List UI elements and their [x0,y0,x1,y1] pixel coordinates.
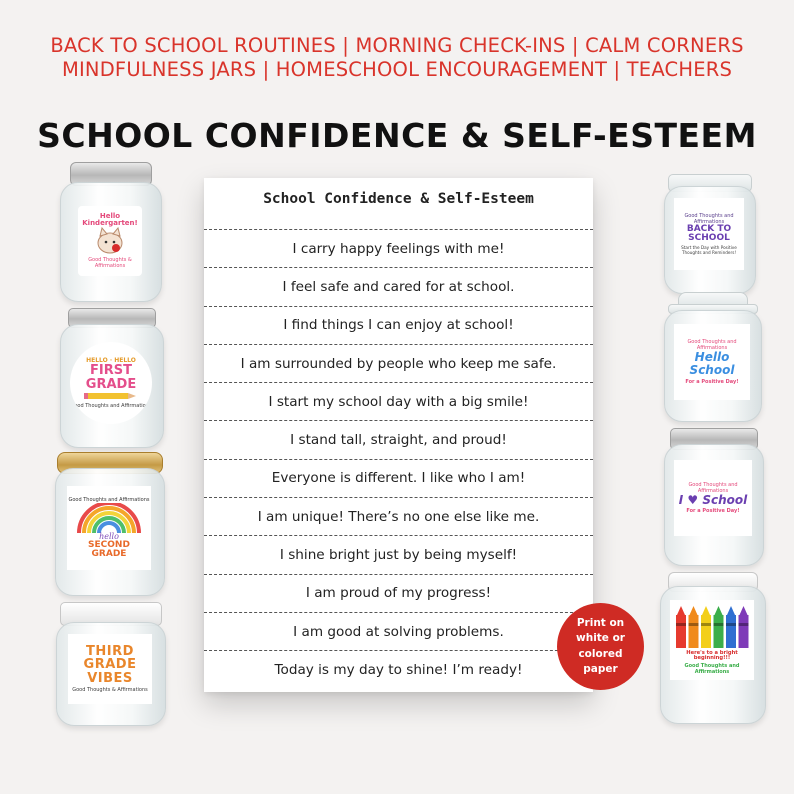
tagline-line-2: MINDFULNESS JARS | HOMESCHOOL ENCOURAGEMENT | TEACHERS [61,58,733,81]
jar-label-title: I ♥ School [678,492,748,507]
jar-label-title: Here's to a bright beginning!!! [686,649,738,661]
affirmation-row: I am good at solving problems. [204,612,593,650]
crayon [726,606,736,648]
jar-label-title: BACK TO SCHOOL [686,223,732,243]
sheet-title: School Confidence & Self-Esteem [263,191,534,207]
jar-label-subtitle: Start the Day with Positive Thoughts and Reminders! [681,245,737,256]
jar-label-subtitle: Good Thoughts and Affirmations [70,403,152,410]
crayon [676,606,686,648]
jar-i-love-school [664,426,762,566]
jar-first-grade [60,306,162,448]
affirmation-row: Everyone is different. I like who I am! [204,459,593,497]
rainbow-icon [74,503,144,533]
jar-label-title: SECOND GRADE [88,539,130,559]
jar-label [670,600,754,680]
affirmation-sheet [204,178,593,692]
affirmation-row: I am surrounded by people who keep me safe. [204,344,593,382]
affirmation-row: Today is my day to shine! I’m ready! [204,650,593,688]
jar-second-grade [55,450,163,596]
jar-label [674,324,750,400]
cat-icon [93,227,127,255]
affirmation-row: I am unique! There’s no one else like me. [204,497,593,535]
jar-label-title: Hello School [689,350,735,377]
affirmation-row: I stand tall, straight, and proud! [204,420,593,458]
jar-hello-school [664,292,760,422]
jar-label [68,634,152,704]
affirmation-row: I carry happy feelings with me! [204,229,593,267]
jar-label-top-text: Good Thoughts and Affirmations [688,481,738,494]
jar-label-title: THIRD GRADE VIBES [83,643,137,686]
affirmation-row: I feel safe and cared for at school. [204,267,593,305]
jar-label-script: hello [99,531,119,541]
jar-label [674,198,744,270]
pencil-icon [84,391,138,401]
affirmation-list [204,229,593,689]
crayon [714,606,724,648]
jar-label-subtitle: For a Positive Day! [685,378,739,385]
jar-label-subtitle: Good Thoughts & Affirmations [88,257,132,270]
jar-label-subtitle: Good Thoughts and Affirmations [684,663,740,676]
crayon [739,606,749,648]
jar-label-title: FIRST GRADE [85,362,137,392]
jar-crayons [660,570,764,724]
affirmation-row: I start my school day with a big smile! [204,382,593,420]
crayon [689,606,699,648]
jar-label-subtitle: For a Positive Day! [686,508,740,515]
jar-label-subtitle: Good Thoughts & Affirmations [72,687,148,694]
crayon [701,606,711,648]
jar-label-top-text: HELLO · HELLO [86,356,136,364]
affirmation-row: I shine bright just by being myself! [204,535,593,573]
jar-hello-kindergarten [60,160,160,302]
print-tip-badge: Print on white or colored paper [557,603,644,690]
tagline-line-1: BACK TO SCHOOL ROUTINES | MORNING CHECK-INS | CALM CORNERS [50,34,744,57]
jar-label [67,486,151,570]
jar-label [78,206,142,276]
crayons-icon [673,605,751,649]
affirmation-row: I am proud of my progress! [204,574,593,612]
jar-third-grade-vibes [56,598,164,726]
jar-label [70,342,152,424]
jar-label-top-text: Good Thoughts and Affirmations [687,339,737,352]
headline: SCHOOL CONFIDENCE & SELF-ESTEEM [37,116,757,155]
jar-label [674,460,752,536]
affirmation-row: I find things I can enjoy at school! [204,306,593,344]
jar-label-title: Hello Kindergarten! [82,211,138,227]
jar-label-top-text: Good Thoughts and Affirmations [68,496,150,503]
jar-back-to-school [664,172,754,294]
jar-label-top-text: Good Thoughts and Affirmations [684,212,734,225]
